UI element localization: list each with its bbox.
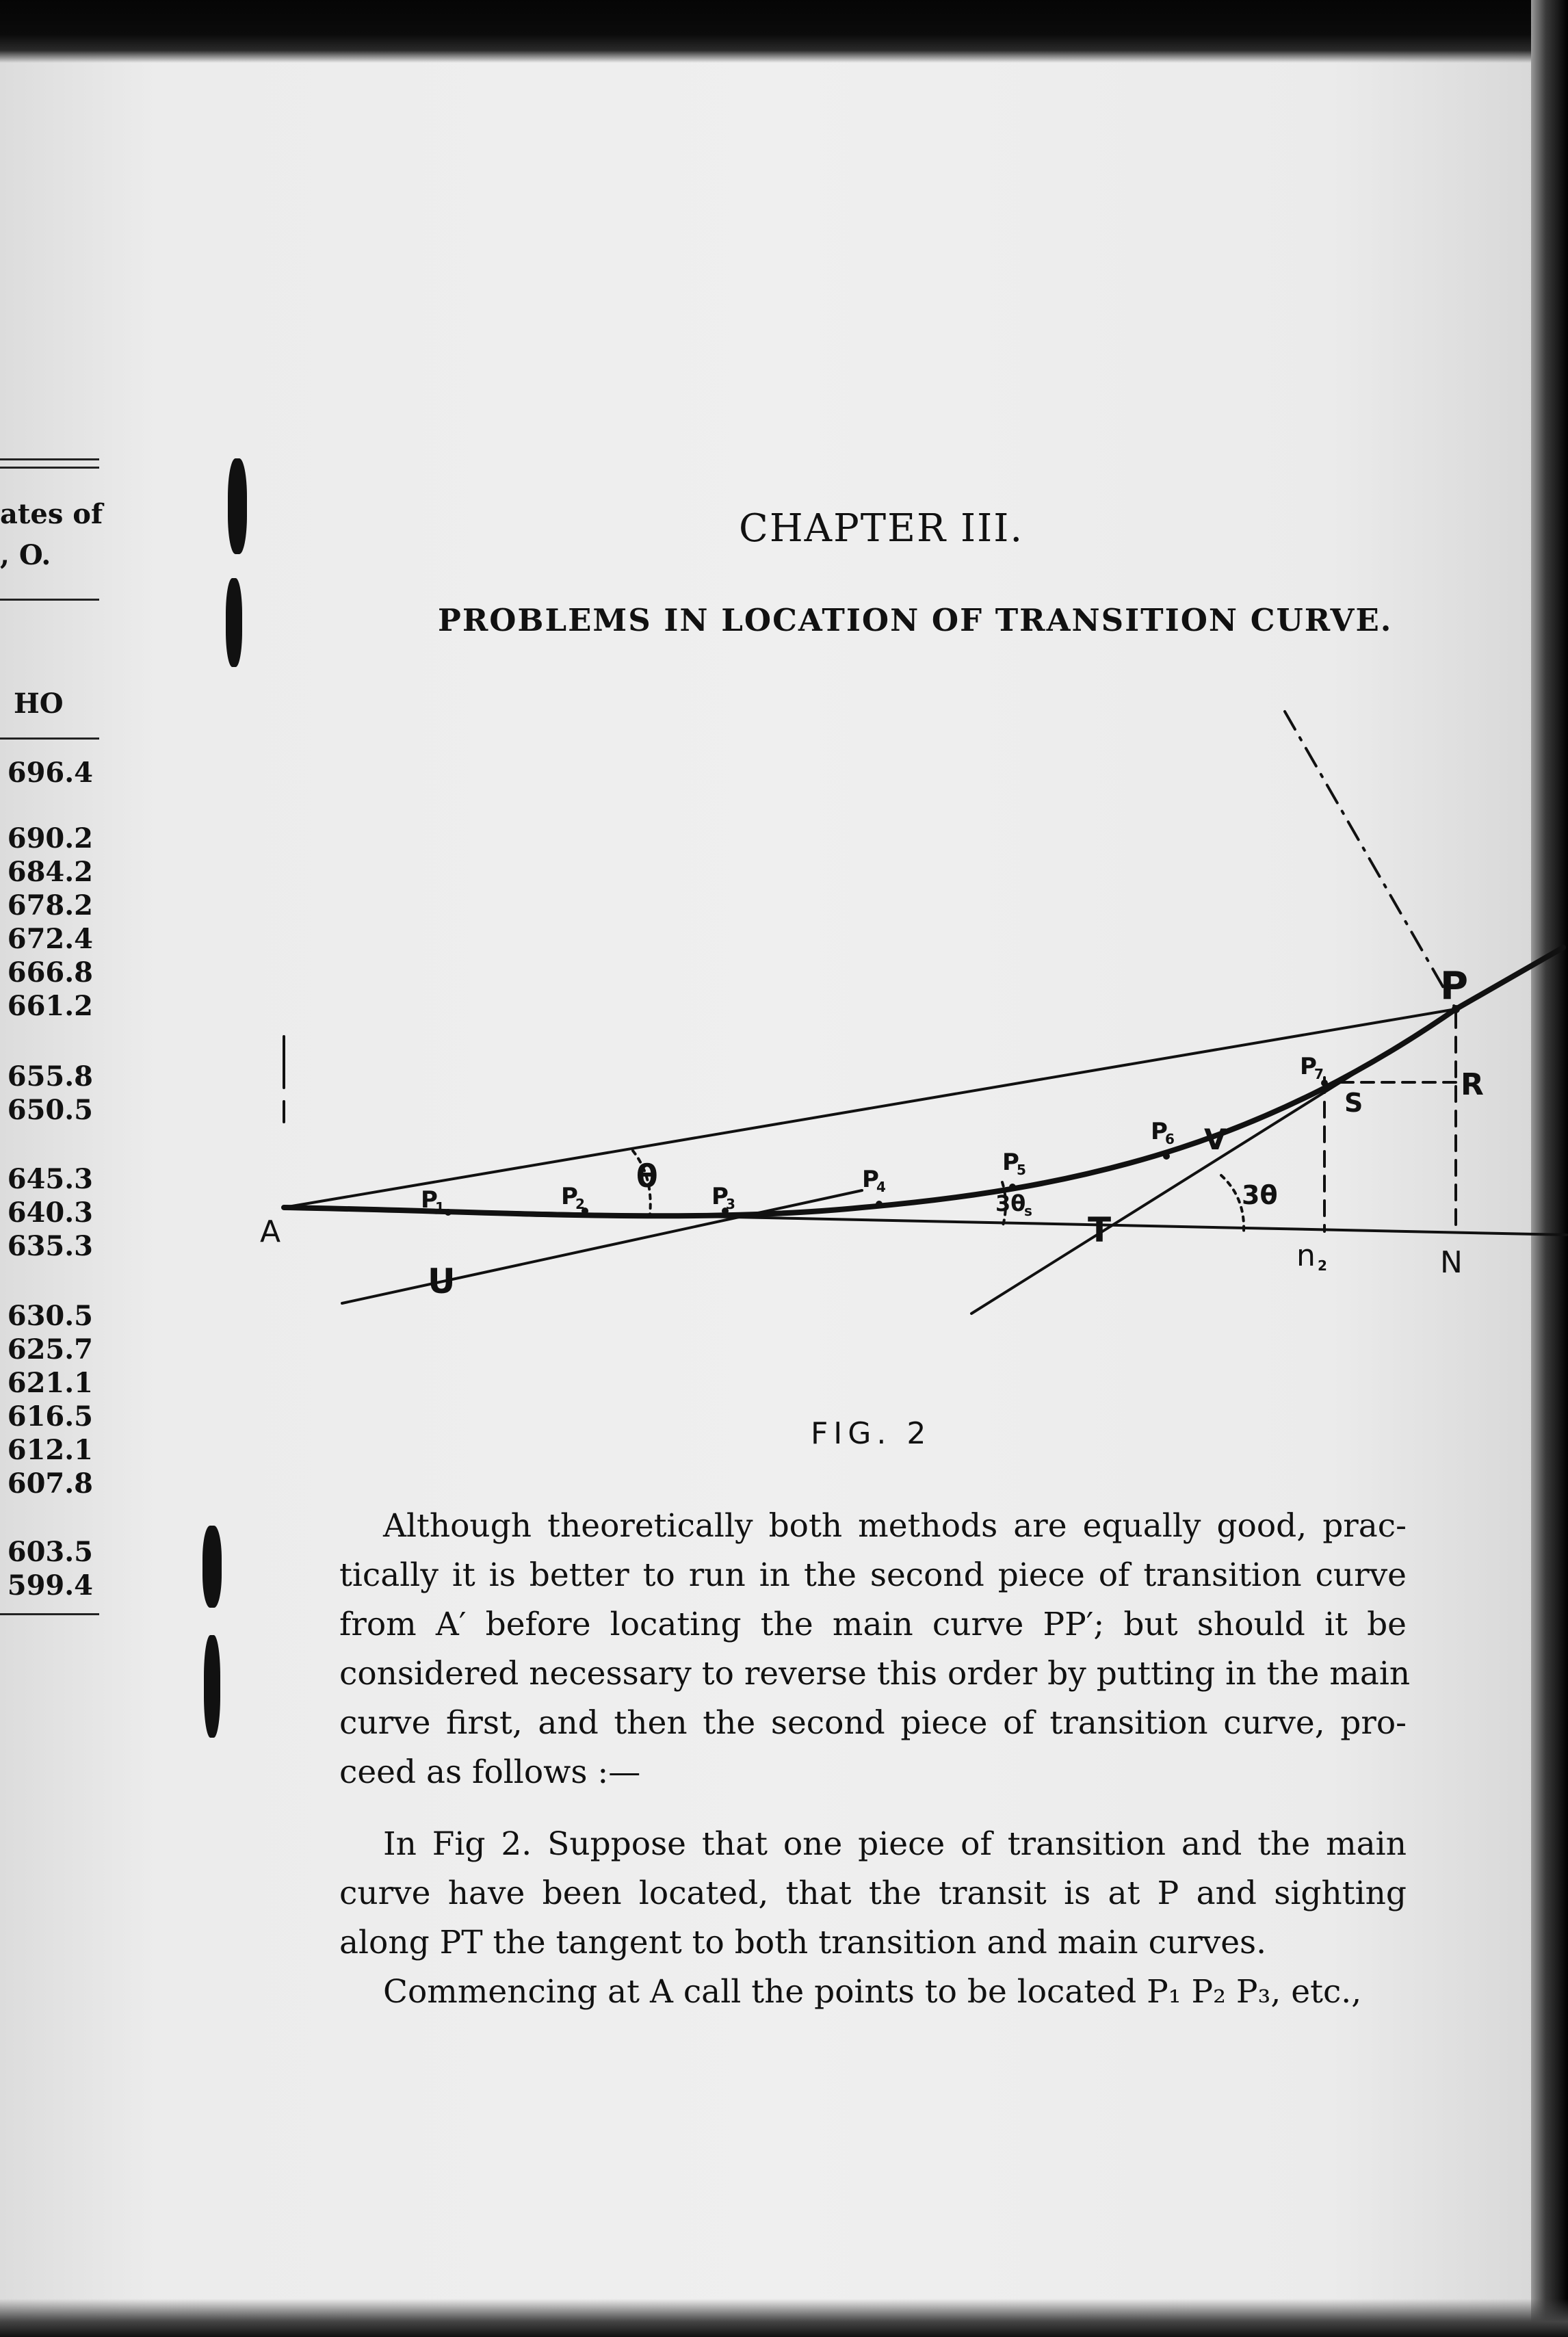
label-3theta: 3θ	[1242, 1180, 1278, 1210]
table-value: 607.8	[7, 1467, 93, 1500]
table-value: 690.2	[7, 822, 93, 854]
line-u	[342, 1190, 862, 1303]
text-line: considered necessary to reverse this order by putting in the main	[339, 1655, 1411, 1693]
text-line: tically it is better to run in the second piece of transition curve	[339, 1556, 1407, 1594]
table-value: 684.2	[7, 856, 93, 888]
subscript: 5	[1017, 1162, 1026, 1178]
transition-curve-figure	[246, 684, 1568, 1368]
binding-mark-lower-2	[204, 1635, 220, 1738]
label-v: V	[1204, 1123, 1227, 1156]
text-line: Commencing at A call the points to be located P₁ P₂ P₃, etc.,	[383, 1973, 1362, 2011]
table-value: 678.2	[7, 889, 93, 922]
binding-mark-upper-1	[228, 458, 247, 554]
label-p: P	[1440, 964, 1469, 1008]
text-line: curve have been located, that the transit is at P and sighting	[339, 1875, 1407, 1912]
label-p6: P	[1151, 1118, 1168, 1145]
table-value: 616.5	[7, 1400, 93, 1433]
paragraph-1	[339, 1502, 1411, 1797]
table-column-head: HO	[14, 688, 64, 720]
subscript: 2	[575, 1196, 585, 1212]
table-value: 666.8	[7, 956, 93, 989]
chapter-heading: CHAPTER III.	[739, 506, 1024, 551]
subscript: 7	[1314, 1066, 1324, 1082]
table-top-rule	[0, 458, 99, 460]
paragraph-2	[339, 1820, 1407, 1968]
label-p3: P	[711, 1183, 729, 1210]
label-p1: P	[421, 1186, 438, 1214]
table-bottom-rule	[0, 1613, 99, 1615]
table-column-rule	[0, 737, 99, 740]
label-p5: P	[1002, 1149, 1019, 1176]
binding-mark-upper-2	[226, 578, 242, 667]
label-s: S	[1344, 1088, 1363, 1118]
label-n: N	[1440, 1245, 1463, 1280]
main-curve	[1456, 948, 1563, 1009]
paragraph-3	[339, 1968, 1407, 2017]
label-theta: θ	[636, 1158, 658, 1194]
angle-arc-3theta	[1221, 1175, 1244, 1231]
label-t: T	[1088, 1210, 1112, 1250]
table-value: 635.3	[7, 1230, 93, 1262]
table-value: 650.5	[7, 1094, 93, 1126]
point-marker	[1163, 1153, 1170, 1160]
label-r: R	[1461, 1067, 1484, 1102]
subscript: 3	[726, 1196, 735, 1212]
table-value: 612.1	[7, 1434, 93, 1466]
table-value: 599.4	[7, 1569, 93, 1602]
radial-line	[1285, 711, 1456, 1009]
table-header-line1: ates of	[0, 498, 103, 530]
text-line: along PT the tangent to both transition and main curves.	[339, 1924, 1267, 1961]
point-marker	[876, 1201, 883, 1207]
subscript: 2	[1318, 1257, 1327, 1274]
binding-mark-lower-1	[202, 1526, 222, 1608]
label-p2: P	[561, 1183, 578, 1210]
label-p7: P	[1300, 1053, 1317, 1080]
label-u: U	[428, 1262, 456, 1301]
table-value: 640.3	[7, 1197, 93, 1229]
table-value: 696.4	[7, 757, 93, 789]
table-header-line2: , O.	[0, 539, 51, 571]
table-top-rule-2	[0, 467, 99, 469]
label-a: A	[260, 1214, 281, 1249]
label-n2: n	[1296, 1238, 1316, 1273]
table-value: 621.1	[7, 1367, 93, 1399]
point-marker	[445, 1209, 452, 1216]
table-value: 645.3	[7, 1163, 93, 1195]
table-value: 630.5	[7, 1300, 93, 1332]
chapter-title: PROBLEMS IN LOCATION OF TRANSITION CURVE.	[438, 602, 1393, 638]
table-value: 603.5	[7, 1536, 93, 1568]
table-value: 655.8	[7, 1060, 93, 1093]
point-marker	[1009, 1184, 1016, 1190]
subscript: 4	[876, 1179, 886, 1195]
subscript: s	[1024, 1203, 1032, 1219]
figure-caption: FIG. 2	[811, 1416, 932, 1451]
table-value: 625.7	[7, 1333, 93, 1366]
subscript: 1	[435, 1199, 445, 1216]
text-line: from A′ before locating the main curve PP′; but should it be	[339, 1606, 1407, 1643]
label-3theta-s: 3θ	[995, 1190, 1026, 1216]
text-line: curve first, and then the second piece of transition curve, pro-	[339, 1704, 1407, 1742]
scan-bottom-edge	[0, 2299, 1568, 2337]
subscript: 6	[1165, 1131, 1175, 1147]
text-line: Although theoretically both methods are equally good, prac-	[383, 1507, 1407, 1545]
label-p4: P	[862, 1166, 879, 1193]
text-line: In Fig 2. Suppose that one piece of transition and the main	[383, 1825, 1407, 1863]
table-value: 661.2	[7, 990, 93, 1022]
text-line: ceed as follows :—	[339, 1753, 641, 1791]
scan-top-edge	[0, 0, 1568, 63]
table-value: 672.4	[7, 923, 93, 955]
table-header-rule	[0, 599, 99, 601]
